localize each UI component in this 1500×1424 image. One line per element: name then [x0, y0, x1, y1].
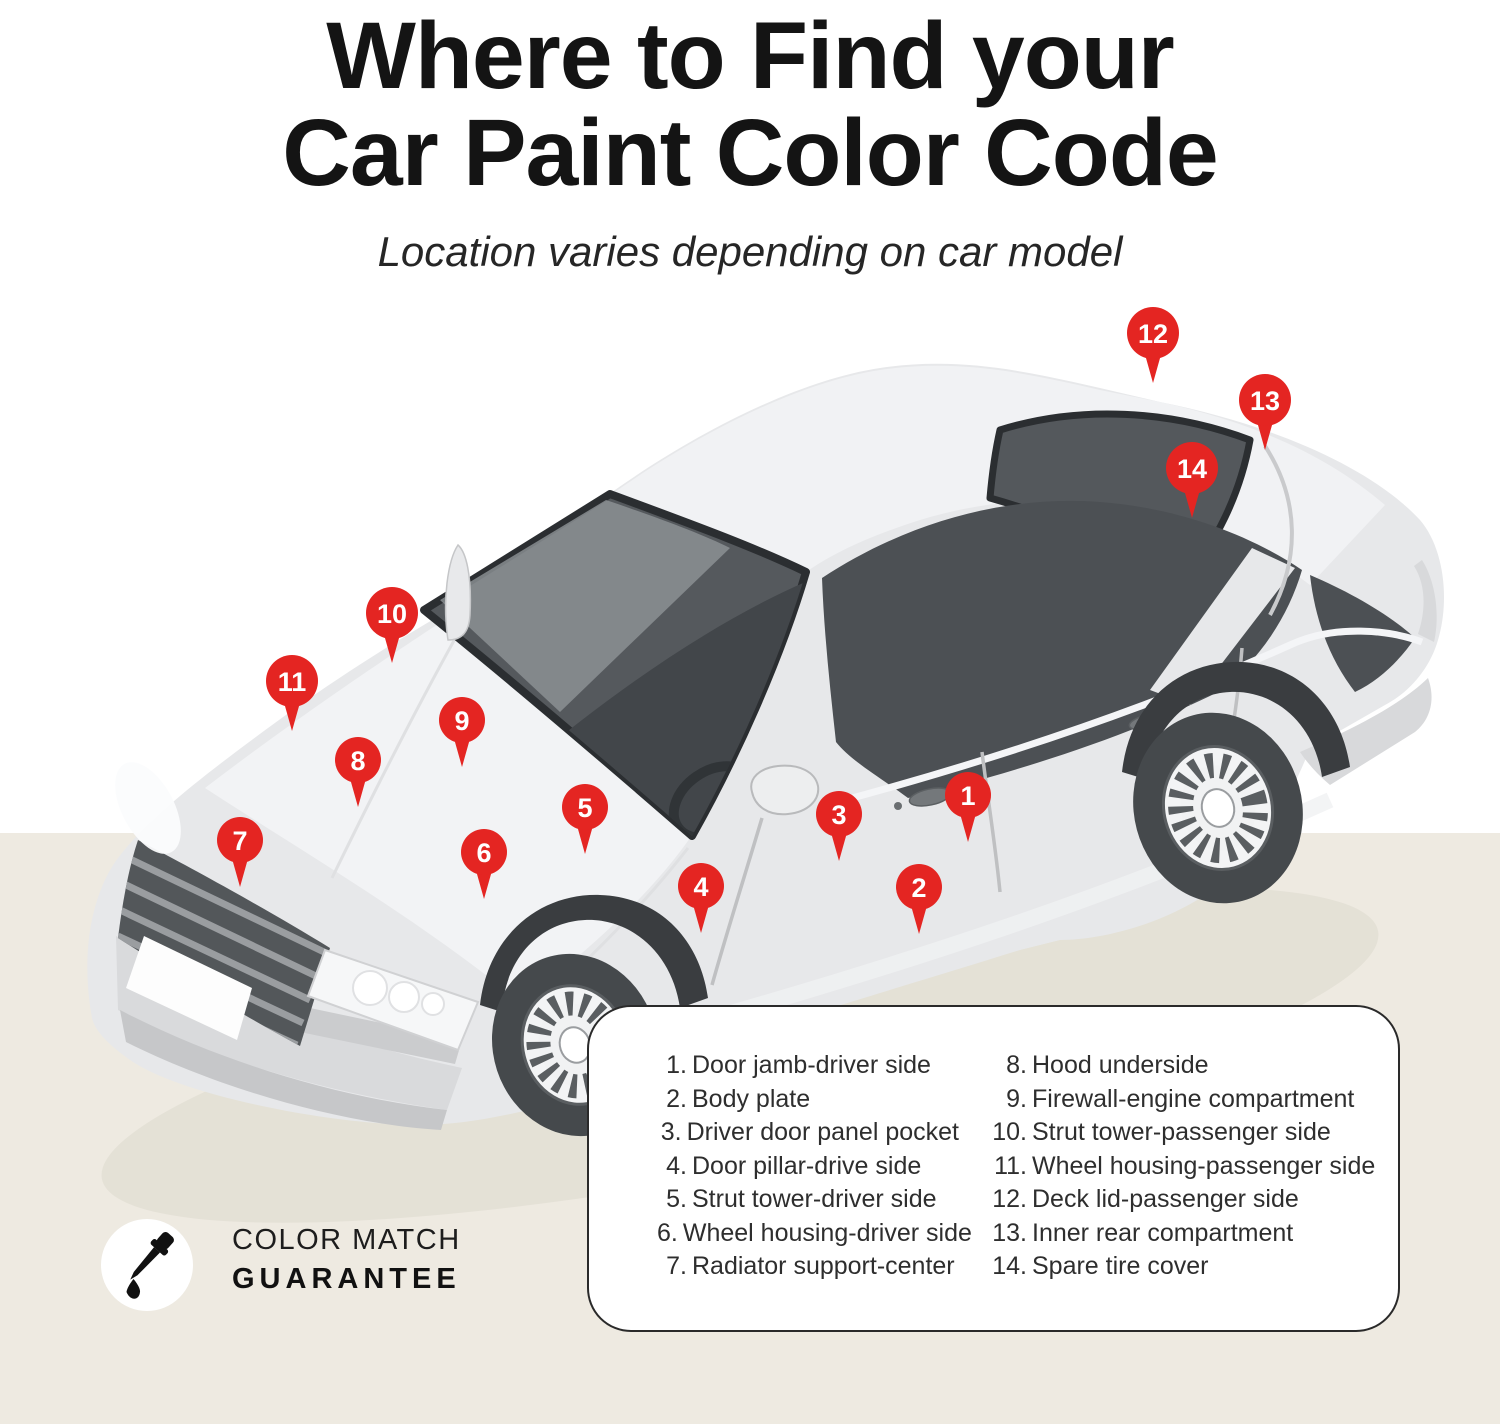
legend-item-4: [657, 1150, 959, 1184]
legend-item-number: 12.: [992, 1185, 1027, 1213]
title-line-2: Car Paint Color Code: [282, 100, 1218, 206]
pin-number: 7: [232, 826, 248, 856]
pin-number: 6: [476, 838, 492, 868]
legend-item-label: Door jamb-driver side: [692, 1051, 931, 1079]
legend-item-10: [985, 1116, 1380, 1150]
pin-number: 11: [277, 667, 307, 697]
legend-column-1: [657, 1049, 972, 1330]
legend-item-label: Strut tower-passenger side: [1032, 1118, 1331, 1146]
legend-item-11: [985, 1150, 1380, 1184]
legend-item-3: [657, 1116, 959, 1150]
legend-item-1: [657, 1049, 959, 1083]
legend-card: [587, 1005, 1400, 1332]
legend-item-14: [985, 1250, 1380, 1284]
legend-item-label: Wheel housing-driver side: [682, 1218, 972, 1247]
legend-item-6: [657, 1217, 972, 1251]
headlight-lamp-2: [389, 982, 419, 1012]
pin-number: 8: [350, 746, 366, 776]
pin-number: 4: [693, 872, 709, 902]
legend-item-number: 3.: [660, 1118, 682, 1146]
legend-item-13: [985, 1217, 1380, 1251]
legend-column-2: [985, 1049, 1380, 1330]
legend-item-number: 14.: [992, 1252, 1027, 1280]
legend-item-label: Door pillar-drive side: [692, 1151, 922, 1180]
pin-number: 3: [831, 800, 847, 830]
pin-number: 9: [454, 706, 470, 736]
legend-item-7: [657, 1250, 959, 1284]
legend-item-9: [985, 1083, 1380, 1117]
color-wheel-ring: [88, 1206, 206, 1324]
legend-item-label: Inner rear compartment: [1032, 1218, 1294, 1247]
eyedropper-icon: [88, 1206, 206, 1324]
legend-item-number: 8.: [1006, 1051, 1027, 1079]
legend-item-label: Hood underside: [1032, 1051, 1209, 1079]
pin-number: 5: [577, 793, 593, 823]
legend-item-number: 10.: [992, 1118, 1027, 1146]
legend-item-5: [657, 1183, 959, 1217]
legend-item-label: Spare tire cover: [1032, 1252, 1209, 1280]
legend-item-12: [985, 1183, 1380, 1217]
legend-item-number: 13.: [992, 1218, 1027, 1247]
legend-item-label: Radiator support-center: [692, 1252, 955, 1280]
pin-number: 10: [376, 599, 408, 629]
headlight-lamp-3: [422, 993, 444, 1015]
badge-text: [232, 1224, 461, 1296]
legend-item-label: Firewall-engine compartment: [1032, 1084, 1355, 1113]
legend-item-2: [657, 1083, 959, 1117]
badge-line-1: COLOR MATCH: [232, 1224, 461, 1256]
door-keyhole: [894, 802, 902, 810]
pin-number: 2: [911, 873, 927, 903]
legend-item-8: [985, 1049, 1380, 1083]
passenger-mirror: [446, 545, 471, 640]
legend-item-label: Driver door panel pocket: [686, 1118, 959, 1146]
driver-mirror: [751, 766, 818, 815]
legend-item-number: 11.: [994, 1151, 1027, 1180]
legend-item-number: 2.: [666, 1084, 687, 1113]
pin-number: 13: [1249, 386, 1281, 416]
legend-item-label: Wheel housing-passenger side: [1032, 1151, 1376, 1180]
subtitle: Location varies depending on car model: [377, 228, 1123, 275]
badge-line-2: GUARANTEE: [232, 1263, 461, 1295]
legend-item-number: 4.: [666, 1151, 687, 1180]
legend-item-number: 1.: [666, 1051, 687, 1079]
legend-item-number: 9.: [1006, 1084, 1027, 1113]
headlight-lamp-1: [353, 971, 387, 1005]
title-line-1: Where to Find your: [326, 3, 1174, 109]
pin-number: 12: [1137, 319, 1169, 349]
pin-number: 1: [960, 781, 976, 811]
legend-item-number: 7.: [666, 1252, 687, 1280]
legend-item-label: Strut tower-driver side: [692, 1185, 937, 1213]
color-match-badge: [88, 1206, 518, 1326]
location-pin-12: [1127, 307, 1179, 383]
legend-item-label: Deck lid-passenger side: [1032, 1185, 1299, 1213]
legend-item-number: 6.: [657, 1218, 678, 1247]
legend-item-number: 5.: [666, 1185, 687, 1213]
legend-item-label: Body plate: [692, 1084, 811, 1113]
pin-number: 14: [1176, 454, 1208, 484]
